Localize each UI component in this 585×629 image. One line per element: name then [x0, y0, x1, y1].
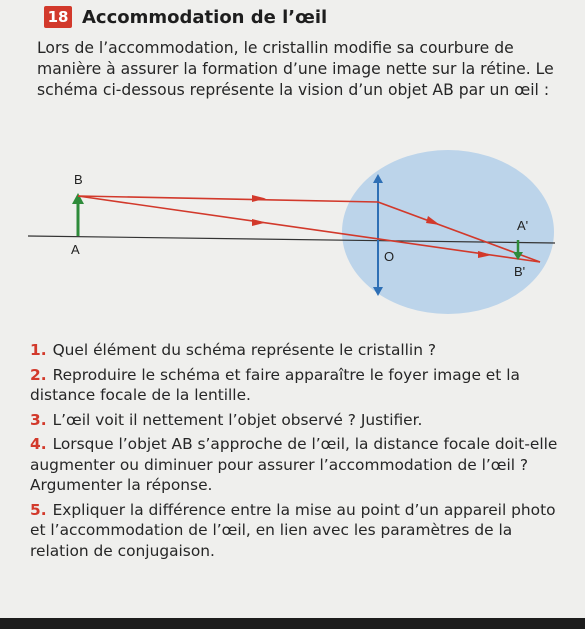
question-item — [30, 365, 565, 406]
object-ab-arrowhead — [72, 193, 84, 204]
question-item — [30, 434, 565, 496]
question-number: 2. — [30, 365, 47, 384]
exercise-intro: Lors de l’accommodation, le cristallin modifie sa courbure de manière à assurer la formation d’une image nette sur la rétine. Le schéma ci-dessous représente la vision d’un objet AB par un œil : — [37, 39, 554, 99]
question-list — [30, 340, 565, 565]
exercise-title: Accommodation de l’œil — [82, 6, 328, 28]
question-number: 5. — [30, 500, 47, 519]
label-b: B — [74, 172, 83, 187]
exercise-header — [44, 2, 327, 32]
question-number: 3. — [30, 410, 47, 429]
ray-parallel — [78, 196, 378, 202]
ray-center-arrow-1 — [252, 219, 266, 226]
question-text: Reproduire le schéma et faire apparaître le foyer image et la distance focale de la lentille. — [30, 365, 520, 404]
ray-parallel-arrow — [252, 195, 266, 202]
question-item — [30, 500, 565, 562]
question-text: L’œil voit il nettement l’objet observé ? Justifier. — [52, 410, 423, 429]
question-item — [30, 410, 565, 431]
exercise-number-badge: 18 — [44, 6, 72, 28]
label-a-prime: A' — [517, 218, 529, 233]
question-item — [30, 340, 565, 361]
question-number: 1. — [30, 341, 47, 359]
eye-diagram — [0, 150, 585, 325]
label-b-prime: B' — [514, 264, 526, 279]
question-text: Expliquer la différence entre la mise au point d’un appareil photo et l’accommodation de l’œil, en lien avec les paramètres de la relation de conjugaison. — [30, 500, 556, 560]
question-number: 4. — [30, 435, 47, 453]
question-text: Lorsque l’objet AB s’approche de l’œil, la distance focale doit-elle augmenter ou diminuer pour assurer l’accommodation de l’œil ? Argumenter la réponse. — [30, 435, 558, 494]
label-a: A — [71, 242, 80, 257]
label-o: O — [384, 249, 395, 264]
question-text: Quel élément du schéma représente le cristallin ? — [52, 341, 437, 359]
bottom-edge — [0, 618, 585, 629]
